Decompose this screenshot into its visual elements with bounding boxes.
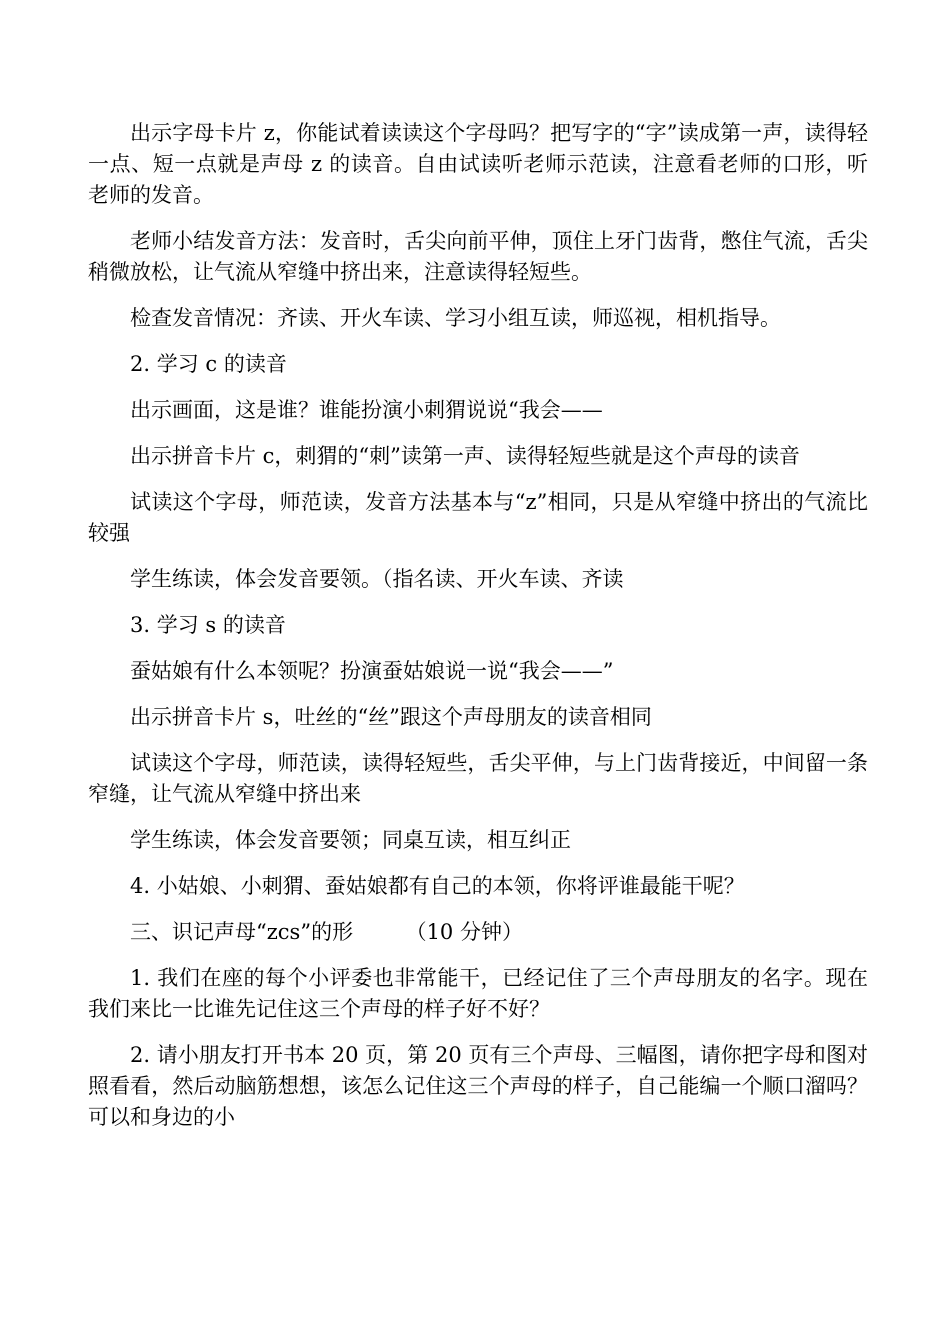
- paragraph-c-picture: 出示画面，这是谁？谁能扮演小刺猬说说“我会——: [130, 398, 603, 422]
- paragraph-remember-names: 1. 我们在座的每个小评委也非常能干，已经记住了三个声母朋友的名字。现在我们来比一比谁先记住这三个声母的样子好不好？: [88, 966, 868, 1021]
- paragraph-who-most-capable: 4. 小姑娘、小刺猬、蚕姑娘都有自己的本领，你将评谁最能干呢？: [130, 874, 745, 898]
- paragraph-c-try-read: 试读这个字母，师范读，发音方法基本与“z”相同，只是从窄缝中挤出的气流比较强: [88, 490, 868, 545]
- heading-learn-c: 2. 学习 c 的读音: [130, 352, 287, 376]
- document-page: [88, 118, 868, 1148]
- heading-section-three: 三、识记声母“zcs”的形 （10 分钟）: [130, 920, 523, 944]
- paragraph-open-book: 2. 请小朋友打开书本 20 页，第 20 页有三个声母、三幅图，请你把字母和图对照看看，然后动脑筋想想，该怎么记住这三个声母的样子，自己能编一个顺口溜吗？可以和身边的小: [88, 1043, 868, 1129]
- paragraph-s-card: 出示拼音卡片 s，吐丝的“丝”跟这个声母朋友的读音相同: [130, 705, 652, 729]
- heading-learn-s: 3. 学习 s 的读音: [130, 613, 286, 637]
- paragraph-s-silkworm: 蚕姑娘有什么本领呢？扮演蚕姑娘说一说“我会——”: [130, 659, 614, 683]
- paragraph-check-pronunciation: 检查发音情况：齐读、开火车读、学习小组互读，师巡视，相机指导。: [130, 306, 781, 330]
- paragraph-c-card: 出示拼音卡片 c，刺猬的“刺”读第一声、读得轻短些就是这个声母的读音: [130, 444, 800, 468]
- paragraph-s-practice: 学生练读，体会发音要领；同桌互读，相互纠正: [130, 828, 571, 852]
- paragraph-teacher-summary: 老师小结发音方法：发音时，舌尖向前平伸，顶住上牙门齿背，憋住气流，舌尖稍微放松，让气流从窄缝中挤出来，注意读得轻短些。: [88, 229, 868, 284]
- paragraph-z-intro: 出示字母卡片 z，你能试着读读这个字母吗？把写字的“字”读成第一声，读得轻一点、短一点就是声母 z 的读音。自由试读听老师示范读，注意看老师的口形，听老师的发音。: [88, 121, 868, 207]
- paragraph-c-practice: 学生练读，体会发音要领。（指名读、开火车读、齐读: [130, 567, 624, 591]
- paragraph-s-try-read: 试读这个字母，师范读，读得轻短些，舌尖平伸，与上门齿背接近，中间留一条窄缝，让气流从窄缝中挤出来: [88, 751, 868, 806]
